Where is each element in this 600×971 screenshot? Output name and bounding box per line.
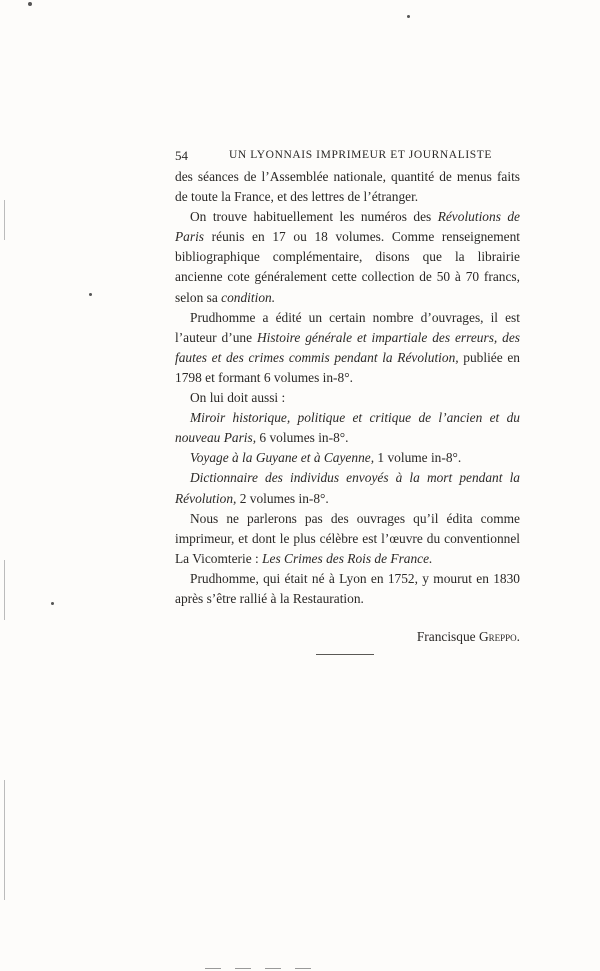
end-rule	[316, 654, 374, 655]
title-italic: Histoire générale et impartiale des erreurs, des fautes et des crimes commis pendant la Révolution,	[175, 329, 521, 365]
paragraph-revolutions	[175, 207, 520, 307]
title-italic: Miroir historique, politique et critique de l’ancien et du nouveau Paris,	[175, 410, 520, 446]
signature-last-name: Greppo.	[478, 629, 520, 645]
title-italic: Dictionnaire des individus envoyés à la mort pendant la Révolution,	[175, 470, 520, 506]
scan-speck	[51, 602, 54, 605]
scan-edge-mark	[205, 968, 221, 969]
signature-first-name: Francisque	[416, 629, 476, 645]
text-run: 6 volumes in-8°.	[256, 430, 349, 446]
text-run: 1 volume in-8°.	[374, 450, 462, 466]
author-signature	[175, 627, 520, 647]
text-run: On trouve habituellement les numéros des	[190, 209, 438, 225]
paragraph-prudhomme-lyon	[175, 569, 520, 609]
paragraph-on-lui-doit	[175, 388, 520, 408]
scan-speck	[407, 15, 410, 18]
word-italic: condition.	[221, 289, 276, 305]
scan-edge-mark	[4, 200, 5, 240]
text-run: 2 volumes in-8°.	[236, 490, 329, 506]
text-run: Prudhomme a édité un certain nombre d’ouvrages, il est l’auteur d’une	[175, 309, 520, 345]
title-italic: Voyage à la Guyane et à Cayenne,	[190, 450, 375, 466]
text-run: publiée en 1798 et formant 6 volumes in-8°.	[175, 349, 520, 385]
scan-edge-mark	[4, 560, 5, 620]
text-run: Prudhomme, qui était né à Lyon en 1752, y mourut en 1830 après s’être rallié à la Restauration.	[175, 570, 520, 606]
scan-speck	[28, 2, 32, 6]
paragraph-miroir	[175, 408, 520, 448]
scan-speck	[89, 293, 92, 296]
paragraph-histoire	[175, 308, 520, 388]
body-text	[175, 167, 520, 647]
scan-edge-mark	[4, 780, 5, 900]
scan-edge-mark	[265, 968, 281, 969]
scan-edge-mark	[295, 968, 311, 969]
paragraph-ouvrages	[175, 509, 520, 569]
text-run: des séances de l’Assemblée nationale, quantité de menus faits de toute la France, et des lettres de l’étranger.	[175, 169, 520, 205]
text-run: On lui doit aussi :	[190, 390, 286, 406]
title-italic: Révolutions de Paris	[175, 209, 520, 245]
text-run: réunis en 17 ou 18 volumes. Comme renseignement bibliographique complémentaire, disons que la librairie ancienne cote généralement cette collection de 50 à 70 francs, selon sa	[175, 229, 520, 305]
paragraph-dictionnaire	[175, 468, 520, 508]
text-run: Nous ne parlerons pas des ouvrages qu’il édita comme imprimeur, et dont le plus célèbre est l’œuvre du conventionnel La Vicomterie :	[175, 510, 520, 566]
scan-edge-mark	[235, 968, 251, 969]
running-title: UN LYONNAIS IMPRIMEUR ET JOURNALISTE	[229, 149, 493, 161]
paragraph-continued	[175, 167, 520, 207]
page-number: 54	[175, 148, 188, 163]
title-italic: Les Crimes des Rois de France.	[262, 550, 433, 566]
paragraph-voyage	[175, 448, 520, 468]
